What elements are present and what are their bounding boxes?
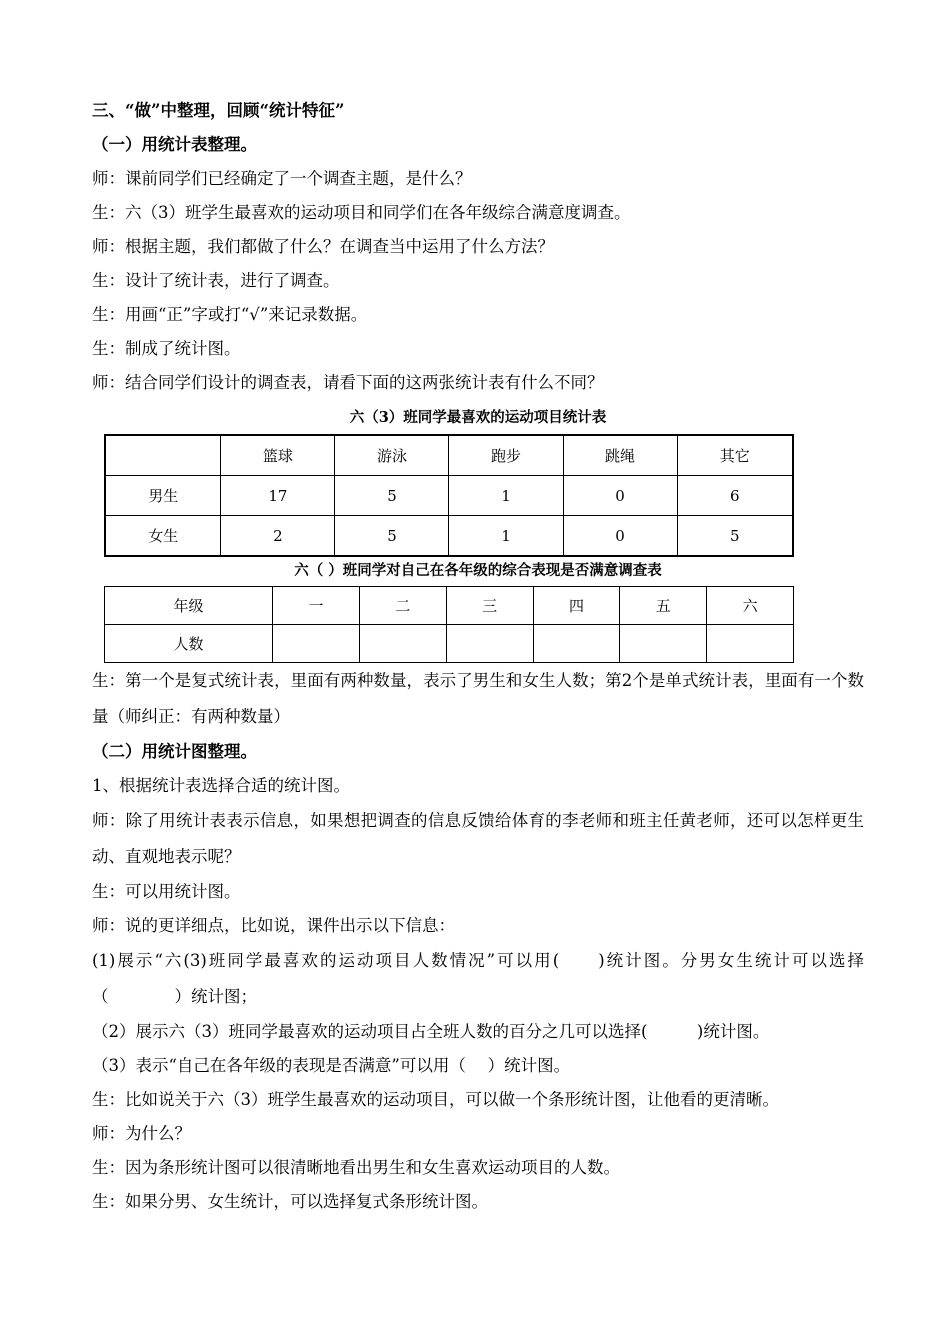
dialog-line: 生：用画“正”字或打“√”来记录数据。	[92, 305, 368, 324]
table-cell: 三	[446, 587, 533, 625]
table-cell: 年级	[105, 587, 273, 625]
table-cell: 跳绳	[563, 435, 677, 476]
dialog-line: 生：设计了统计表，进行了调查。	[92, 271, 340, 290]
dialog-line: 师：结合同学们设计的调查表，请看下面的这两张统计表有什么不同？	[92, 373, 604, 392]
dialog-line: 生：可以用统计图。	[92, 882, 241, 901]
table-cell	[446, 625, 533, 663]
section-title: 三、“做”中整理，回顾“统计特征”	[92, 101, 345, 120]
table-cell: 五	[620, 587, 707, 625]
table-cell: 四	[533, 587, 620, 625]
dialog-line: 生：制成了统计图。	[92, 339, 241, 358]
dialog-line: 生：如果分男、女生统计，可以选择复式条形统计图。	[92, 1192, 488, 1211]
table-cell: 人数	[105, 625, 273, 663]
table-cell: 六	[707, 587, 794, 625]
question-1: (1)展示“六(3)班同学最喜欢的运动项目人数情况”可以用( )统计图。分男女生统计可以选择（ ）统计图；	[92, 951, 864, 1006]
question-2: （2）展示六（3）班同学最喜欢的运动项目占全班人数的百分之几可以选择( )统计图。	[92, 1022, 770, 1041]
dialog-line: 师：为什么？	[92, 1124, 191, 1143]
dialog-line: 生：比如说关于六（3）班学生最喜欢的运动项目，可以做一个条形统计图，让他看的更清晰。	[92, 1090, 779, 1109]
dialog-line: 生：因为条形统计图可以很清晰地看出男生和女生喜欢运动项目的人数。	[92, 1158, 620, 1177]
table-cell: 17	[221, 476, 335, 516]
satisfaction-table	[104, 586, 794, 663]
part2-title: （二）用统计图整理。	[92, 742, 257, 761]
question-3: （3）表示“自己在各年级的表现是否满意”可以用（ ）统计图。	[92, 1056, 571, 1075]
table-cell: 跑步	[449, 435, 563, 476]
table-cell: 一	[273, 587, 360, 625]
table-cell	[359, 625, 446, 663]
document-page	[92, 94, 864, 1219]
table-cell	[105, 435, 221, 476]
table-cell: 1	[449, 516, 563, 557]
table-cell	[620, 625, 707, 663]
teacher-paragraph: 师：除了用统计表表示信息，如果想把调查的信息反馈给体育的李老师和班主任黄老师，还可以怎样更生动、直观地表示呢？	[92, 811, 864, 866]
table-cell: 5	[335, 516, 449, 557]
table-cell	[273, 625, 360, 663]
step-line: 1、根据统计表选择合适的统计图。	[92, 776, 350, 795]
table-cell: 男生	[105, 476, 221, 516]
table-cell: 0	[563, 516, 677, 557]
table2-caption: 六（ ）班同学对自己在各年级的综合表现是否满意调查表	[294, 562, 662, 579]
table-cell: 篮球	[221, 435, 335, 476]
table-row	[105, 435, 793, 476]
table-cell: 2	[221, 516, 335, 557]
table-cell: 女生	[105, 516, 221, 557]
part1-title: （一）用统计表整理。	[92, 135, 257, 154]
dialog-line: 生：六（3）班学生最喜欢的运动项目和同学们在各年级综合满意度调查。	[92, 203, 631, 222]
table-cell: 游泳	[335, 435, 449, 476]
table-row	[105, 476, 793, 516]
dialog-line: 师：课前同学们已经确定了一个调查主题，是什么？	[92, 169, 472, 188]
dialog-line: 师：根据主题，我们都做了什么？在调查当中运用了什么方法？	[92, 237, 554, 256]
table-cell: 5	[335, 476, 449, 516]
table-cell: 二	[359, 587, 446, 625]
table1-caption: 六（3）班同学最喜欢的运动项目统计表	[349, 409, 607, 426]
table-cell: 5	[677, 516, 793, 557]
answer-paragraph: 生：第一个是复式统计表，里面有两种数量，表示了男生和女生人数；第2个是单式统计表，里面有一个数量（师纠正：有两种数量）	[92, 671, 864, 726]
table-cell: 其它	[677, 435, 793, 476]
sports-table	[104, 434, 794, 557]
table-row	[105, 625, 794, 663]
table-cell	[533, 625, 620, 663]
table-cell: 0	[563, 476, 677, 516]
table-cell: 1	[449, 476, 563, 516]
table-cell: 6	[677, 476, 793, 516]
table-row	[105, 587, 794, 625]
table-row	[105, 516, 793, 557]
table-cell	[707, 625, 794, 663]
dialog-line: 师：说的更详细点，比如说，课件出示以下信息：	[92, 916, 455, 935]
